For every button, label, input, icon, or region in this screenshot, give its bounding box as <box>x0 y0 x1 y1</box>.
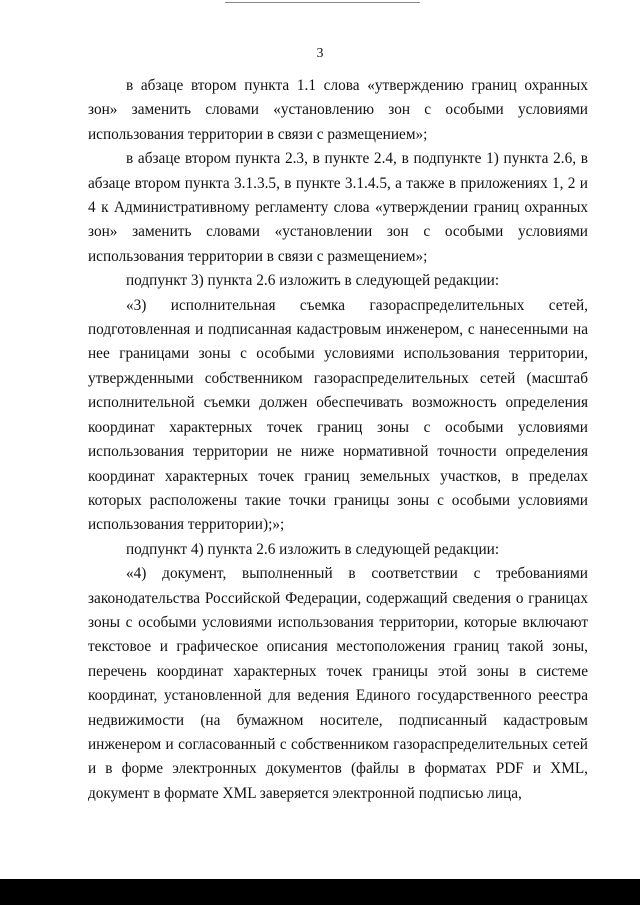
document-body <box>88 74 588 806</box>
page-number: 3 <box>316 46 324 61</box>
header-rule <box>225 2 420 3</box>
paragraph-5: подпункт 4) пункта 2.6 изложить в следующей редакции: <box>126 540 500 558</box>
paragraph-4: «3) исполнительная съемка газораспределительных сетей, подготовленная и подписанная кадастровым инженером, с нанесенными на нее границами зоны с особыми условиями использования территории, утвержденными собственником газораспределительных сетей (масштаб исполнительной съемки должен обеспечивать возможность определения координат характерных точек границ зоны с особыми условиями использования территории не ниже нормативной точности определения координат характерных точек границ земельных участков, в пределах которых расположены такие точки границы зоны с особыми условиями использования территории);»; <box>88 296 588 534</box>
scan-bottom-border <box>0 879 640 905</box>
paragraph-1: в абзаце втором пункта 1.1 слова «утверждению границ охранных зон» заменить словами «установлению зон с особыми условиями использования территории в связи с размещением»; <box>88 77 588 143</box>
paragraph-3: подпункт 3) пункта 2.6 изложить в следующей редакции: <box>126 272 500 290</box>
paragraph-2: в абзаце втором пункта 2.3, в пункте 2.4, в подпункте 1) пункта 2.6, в абзаце втором пункта 3.1.3.5, в пункте 3.1.4.5, а также в приложениях 1, 2 и 4 к Административному регламенту слова «утверждении границ охранных зон» заменить словами «установлении зон с особыми условиями использования территории в связи с размещением»; <box>88 150 588 265</box>
paragraph-6: «4) документ, выполненный в соответствии с требованиями законодательства Российской Федерации, содержащий сведения о границах зоны с особыми условиями использования территории, которые включают текстовое и графическое описания местоположения границ такой зоны, перечень координат характерных точек границы этой зоны в системе координат, установленной для ведения Единого государственного реестра недвижимости (на бумажном носителе, подписанный кадастровым инженером и согласованный с собственником газораспределительных сетей и в форме электронных документов (файлы в форматах PDF и XML, документ в формате XML заверяется электронной подписью лица, <box>88 565 588 802</box>
